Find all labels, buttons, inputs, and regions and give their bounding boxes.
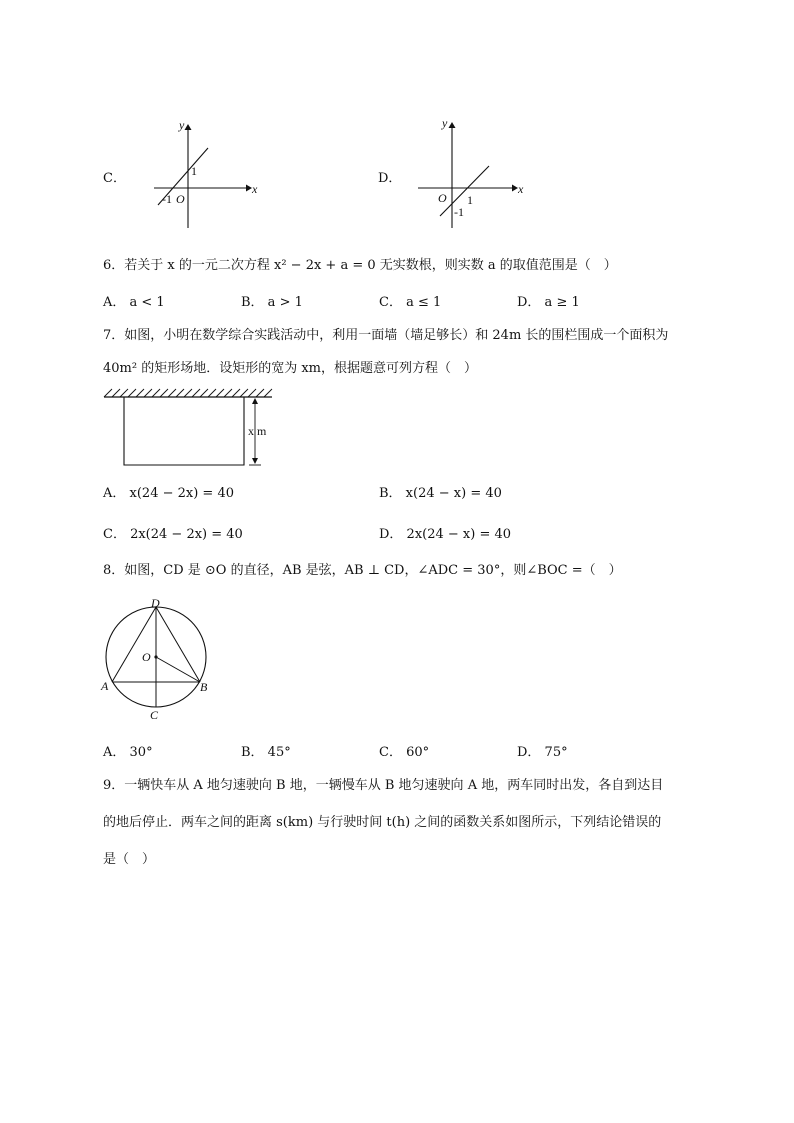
q5-d-origin: O <box>438 191 447 205</box>
q8-option-c: C． 60° <box>379 745 430 760</box>
q7-option-c: C． 2x(24 − 2x) = 40 <box>103 527 243 542</box>
q8-point-a: A <box>101 679 109 693</box>
q9-stem-line1: 9．一辆快车从 A 地匀速驶向 B 地，一辆慢车从 B 地匀速驶向 A 地，两车同时出发，各自到达目 <box>103 778 664 793</box>
q5-c-origin: O <box>176 192 185 206</box>
q6-option-b: B． a > 1 <box>241 295 303 310</box>
q5-d-x-label: x <box>518 182 524 196</box>
q9-stem-line2: 的地后停止．两车之间的距离 s(km) 与行驶时间 t(h) 之间的函数关系如图所示，下列结论错误的 <box>103 815 662 830</box>
q5-option-c-label: C． <box>103 171 126 186</box>
q5-c-int-y: 1 <box>191 164 197 178</box>
q6-option-d: D． a ≥ 1 <box>517 295 580 310</box>
q5-c-y-label: y <box>179 118 185 132</box>
q5-d-int-x: 1 <box>467 193 473 207</box>
q7-stem-line1: 7．如图，小明在数学综合实践活动中，利用一面墙（墙足够长）和 24m 长的围栏围成一个面积为 <box>103 328 669 343</box>
q7-option-b: B． x(24 − x) = 40 <box>379 486 502 501</box>
q5-option-d-label: D． <box>378 171 402 186</box>
q8-option-b: B． 45° <box>241 745 291 760</box>
q8-point-o: O <box>142 650 151 664</box>
q8-point-b: B <box>200 680 208 694</box>
q6-option-c: C． a ≤ 1 <box>379 295 442 310</box>
q7-option-a: A． x(24 − 2x) = 40 <box>103 486 234 501</box>
q5-c-int-x: -1 <box>162 192 172 206</box>
q6-stem: 6．若关于 x 的一元二次方程 x² − 2x + a = 0 无实数根，则实数 a 的取值范围是（ ） <box>103 258 617 273</box>
q8-point-d: D <box>151 596 160 610</box>
q6-option-a: A． a < 1 <box>103 295 165 310</box>
q7-width-label: x m <box>248 424 267 438</box>
q8-option-d: D． 75° <box>517 745 568 760</box>
q7-stem-line2: 40m² 的矩形场地．设矩形的宽为 xm，根据题意可列方程（ ） <box>103 361 478 376</box>
q8-point-c: C <box>150 708 159 722</box>
q8-stem: 8．如图，CD 是 ⊙O 的直径，AB 是弦，AB ⊥ CD，∠ADC = 30°，则∠BOC =（ ） <box>103 563 622 578</box>
q9-stem-line3: 是（ ） <box>103 852 156 867</box>
q5-c-x-label: x <box>252 182 258 196</box>
q7-option-d: D． 2x(24 − x) = 40 <box>379 527 512 542</box>
q8-option-a: A． 30° <box>103 745 153 760</box>
q5-d-y-label: y <box>442 116 448 130</box>
q5-d-int-y: -1 <box>454 205 464 219</box>
